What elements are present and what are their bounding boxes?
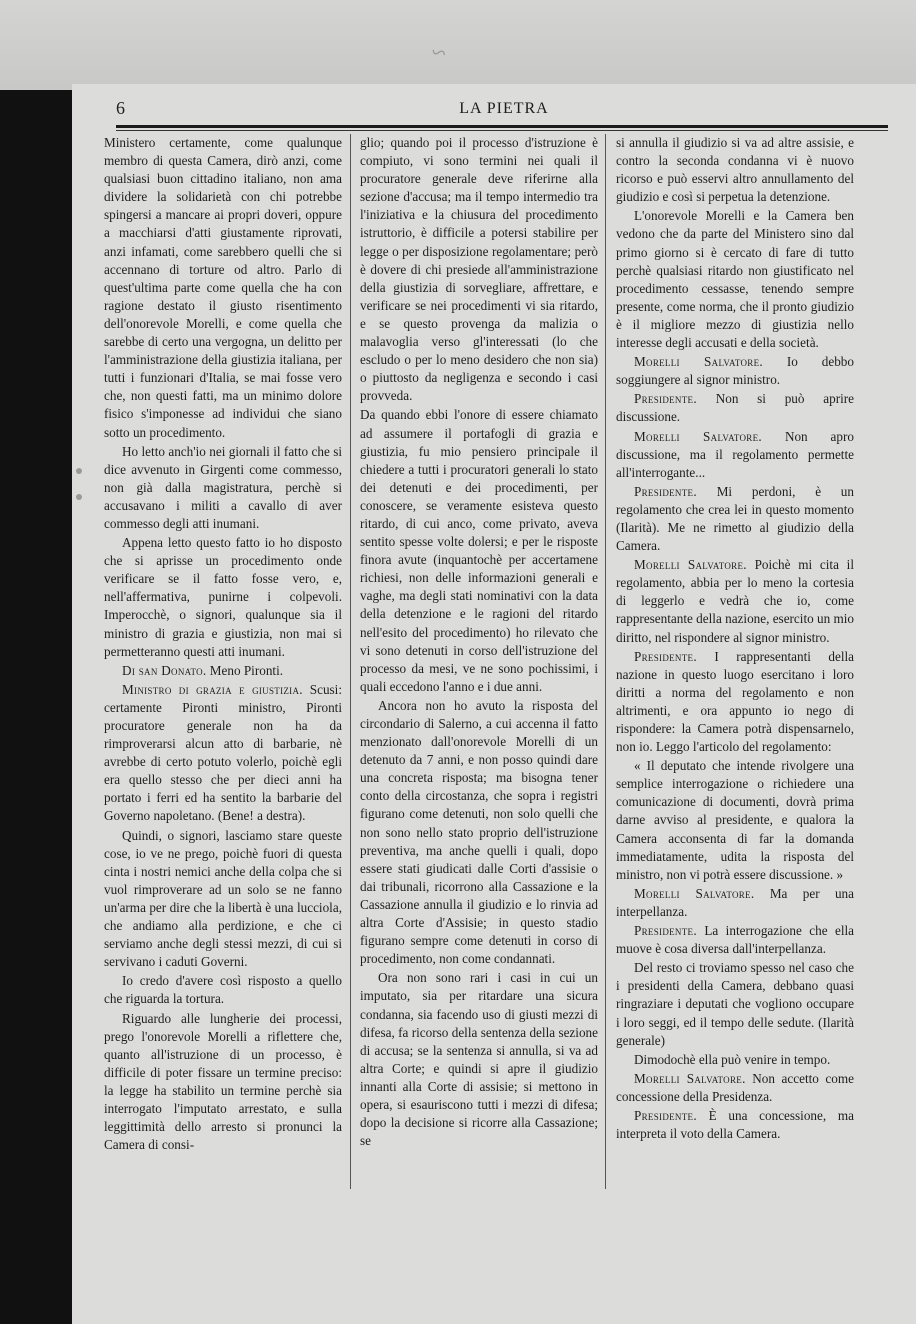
paragraph-text: glio; quando poi il processo d'istruzione è compiuto, vi sono termini nei quali il procuratore generale deve riferirne alla sezione d'accusa; ma il tempo intermedio tra l'iniziativa e la chiusura del procedimento istruttorio, è difficile a potersi stabilire per legge o per disposizione regolamentare; però è dovere di chi presiede all'amministrazione della giustizia di sorvegliare, affrettare, e verificare se nei procedimenti vi sia ritardo, e se questo provenga da malizia o malavoglia verso gl'interessati (lo che escludo o per lo meno desidero che non sia) o piuttosto da negligenza e secondo i casi provveda.	[360, 135, 598, 404]
paragraph	[104, 443, 342, 533]
speaker-name: Presidente.	[634, 648, 697, 664]
speaker-name: Morelli Salvatore.	[634, 354, 763, 370]
paragraph-text: Ancora non ho avuto la risposta del circondario di Salerno, a cui accenna il fatto menzionato dall'onorevole Morelli di un detenuto da 7 anni, e non posso quindi dare una concreta risposta; ma bisogna tener conto della circostanza, che sopra i registri figurano come detenuti, non solo quelli che non sono nello stato proprio dell'istruzione preventiva, ma anche quelli i quali, dopo essere stati giudicati dalle Corti d'assisie o dai tribunali, ricorrono alla Cassazione e la Cassazione annulla il giudizio e lo rinvia ad altra Corte d'Assisie; in questo stadio figurano sempre come detenuti in corso di procedimento, non come condannati.	[360, 697, 598, 967]
paragraph	[104, 1010, 342, 1155]
speaker-name: Morelli Salvatore.	[634, 428, 763, 444]
paragraph	[616, 922, 854, 958]
paragraph	[616, 353, 854, 389]
paragraph	[104, 134, 342, 442]
paragraph-text: Da quando ebbi l'onore di essere chiamato ad assumere il portafogli di grazia e giustizia, fu mio pensiero principale il chiedere a tutti i procuratori generali lo stato dei detenuti e dei procedimenti, per conoscere, se veramente esisteva questo ritardo, di cui anco, come privato, aveva sentito spesse volte dolersi; e per le risposte finora avute (inquantochè per accertamene richiesi, non delle informazioni generali e vaghe, ma degli stati nominativi con la data della detenzione e le ragioni del ritardo nell'esito del procedimento) ho rilevato che vi sono detenuti in corso dell'istruzione del processo da mesi, ve ne sono pochissimi, i quali eccedono l'anno e i due anni.	[360, 407, 598, 694]
paragraph-text: I rappresentanti della nazione in questo luogo esercitano i loro diritti a norma del regolamento e non altrimenti, e ora appunto io nego di rispondere: la Camera potrà dispensarnelo, non io. Leggo l'articolo del regolamento:	[616, 648, 854, 755]
column-1	[104, 134, 342, 1234]
paragraph-text: si annulla il giudizio si va ad altre assisie, e contro la seconda condanna vi è nuovo ricorso e può esservi altro annullamento del giudizio e così si perpetua la detenzione.	[616, 135, 854, 205]
paragraph-text: « Il deputato che intende rivolgere una semplice interrogazione o richiedere una comunicazione di documenti, dovrà prima darne avviso al presidente, e qualora la Camera acconsenta di far la domanda immediatamente, udita la risposta del ministro, non vi potrà essere discussione. »	[616, 758, 854, 882]
paragraph-text: Io debbo soggiungere al signor ministro.	[616, 354, 854, 388]
speaker-name: Presidente.	[634, 1107, 697, 1123]
speaker-name: Presidente.	[634, 923, 697, 939]
page-number: 6	[116, 98, 125, 118]
paragraph-text: L'onorevole Morelli e la Camera ben vedono che da parte del Ministero sino dal primo giorno si è cercato di fare di tutto perchè qualsiasi ritardo non giustificato nel procedimento cessasse, tenendo sempre presente, come norma, che il pronto giudizio è il migliore mezzo di giustizia nello interesse degli accusati e della società.	[616, 208, 854, 351]
paragraph-text: Quindi, o signori, lasciamo stare queste cose, io ve ne prego, poichè fuori di questa cinta i nostri nemici anche della colpa che si vuol rimproverare ad un solo se ne fanno un'arma per dire che la libertà è una lucciola, che andiamo alla perdizione, e che ci serviamo anche degli stessi mezzi, di cui si servivano i caduti Governi.	[104, 827, 342, 970]
paragraph-text: Ma per una interpellanza.	[616, 885, 854, 919]
paragraph	[104, 681, 342, 826]
paragraph	[360, 406, 598, 696]
newspaper-page	[72, 84, 916, 1324]
speaker-name: Presidente.	[634, 483, 697, 499]
newspaper-title: LA PIETRA	[459, 100, 549, 117]
back-sheet	[0, 0, 916, 90]
paragraph-text: Ministero certamente, come qualunque membro di questa Camera, dirò anzi, come qualsiasi buon cittadino italiano, non ama dividere la solidarietà con chi potrebbe spingersi a mancare ai propri doveri, oppure a macchiarsi d'atti giustamente riprovati, anzi infamati, come sarebbero quelli che si accennano di torture od altro. Parlo di quest'ultima parte come quella che ha con ragione destato il giusto risentimento dell'onorevole Morelli, e come quella che sarebbe di certo una vergogna, un delitto per l'amministrazione della giustizia italiana, per tutti i funzionari d'Italia, se mai fosse vero che, non questi fatti, ma un minimo dolore fisico s'imponesse ad individui che siano sotto un procedimento.	[104, 135, 342, 440]
speaker-name: Ministro di grazia e giustizia.	[122, 681, 303, 697]
paragraph-text: È una concessione, ma interpreta il voto della Camera.	[616, 1107, 854, 1142]
speaker-name: Presidente.	[634, 391, 697, 407]
paragraph	[616, 757, 854, 884]
speaker-name: Morelli Salvatore.	[634, 885, 755, 901]
paragraph	[616, 885, 854, 921]
paragraph	[104, 662, 342, 680]
paragraph-text: Del resto ci troviamo spesso nel caso che i presidenti della Camera, debbano quasi ringraziare i deputati che vogliono occupare i loro seggi, ed il tempo delle sedute. (Ilarità generale)	[616, 960, 854, 1048]
paragraph	[616, 483, 854, 555]
column-separator	[605, 134, 606, 1189]
column-separator	[350, 134, 351, 1189]
header-rule	[116, 125, 888, 128]
speaker-name: Di san Donato.	[122, 662, 207, 678]
paragraph	[616, 1051, 854, 1069]
paragraph-text: Ora non sono rari i casi in cui un imputato, sia per ritardare una sicura condanna, sia facendo uso di giusti mezzi di difesa, fa ricorso della sentenza della sezione di accusa; se la sentenza si annulla, si va ad altra Corte; e quindi si apre il giudizio innanti alla Corte di assisie; si mettono in opera, si esauriscono tutti i mezzi di difesa; dopo la decisione si ricorre alla Cassazione; se	[360, 970, 598, 1149]
show-through-handwriting: ~	[429, 37, 448, 68]
paragraph-text: Dimodochè ella può venire in tempo.	[634, 1051, 831, 1067]
paragraph	[360, 969, 598, 1150]
page-header	[112, 98, 896, 122]
paragraph-text: Scusi: certamente Pironti ministro, Pironti procuratore generale non ha da rimproverarsi alcun atto di barbarie, nè avrebbe di certo potuto volerlo, poichè egli era quello stesso che per dieci anni ha portato i ferri ed ha sentito la barbarie del Governo napoletano. (Bene! a destra).	[104, 681, 342, 824]
paragraph	[616, 428, 854, 482]
paragraph	[104, 972, 342, 1008]
binding-hole	[76, 494, 82, 500]
paragraph-text: Io credo d'avere così risposto a quello che riguarda la tortura.	[104, 973, 342, 1007]
paragraph-text: Non accetto come concessione della Presidenza.	[616, 1070, 854, 1104]
paragraph	[616, 959, 854, 1049]
speaker-name: Morelli Salvatore.	[634, 1070, 746, 1086]
paragraph-text: Appena letto questo fatto io ho disposto che si aprisse un procedimento onde verificare se il fatto fosse vero, e, nell'affermativa, punirne i colpevoli. Imperocchè, o signori, qualunque sia il ministro di grazia e giustizia, non mai si permetteranno questi atti inumani.	[104, 535, 342, 659]
paragraph-text: Meno Pironti.	[209, 662, 284, 678]
paragraph	[104, 827, 342, 972]
paragraph	[616, 556, 854, 646]
paragraph	[360, 697, 598, 968]
paragraph	[616, 207, 854, 352]
paragraph-text: Ho letto anch'io nei giornali il fatto che si dice avvenuto in Girgenti come commesso, non già dalla magistratura, perchè si accusavano i militi a cavallo di aver commesso degli atti inumani.	[104, 443, 342, 531]
paragraph-text: Non si può aprire discussione.	[616, 391, 854, 425]
paragraph-text: Non apro discussione, ma il regolamento permette all'interrogante...	[616, 428, 854, 480]
paragraph-text: Poichè mi cita il regolamento, abbia per lo meno la cortesia di leggerlo e vedrà che io, come rappresentante della nazione, esercito un mio diritto, nel rispondere al signor ministro.	[616, 557, 854, 645]
column-3	[616, 134, 854, 1234]
paragraph	[616, 1070, 854, 1106]
paragraph	[616, 390, 854, 426]
paragraph	[360, 134, 598, 405]
binding-hole	[76, 468, 82, 474]
paragraph-text: La interrogazione che ella muove è cosa diversa dall'interpellanza.	[616, 923, 854, 957]
paragraph	[104, 534, 342, 661]
paragraph-text: Mi perdoni, è un regolamento che crea lei in questo momento (Ilarità). Me ne rimetto al giudizio della Camera.	[616, 483, 854, 554]
speaker-name: Morelli Salvatore.	[634, 557, 747, 573]
paragraph	[616, 648, 854, 757]
paragraph-text: Riguardo alle lungherie dei processi, prego l'onorevole Morelli a riflettere che, quanto all'istruzione di un processo, è difficile di poter fissare un termine preciso: la legge ha stabilito un termine perchè sia interrogato l'imputato arrestato, e sulla leggittimità dello arresto si pronunci la Camera di consi-	[104, 1010, 342, 1153]
column-2	[360, 134, 598, 1234]
paragraph	[616, 1107, 854, 1143]
paragraph	[616, 134, 854, 206]
header-rule-thin	[116, 130, 888, 131]
